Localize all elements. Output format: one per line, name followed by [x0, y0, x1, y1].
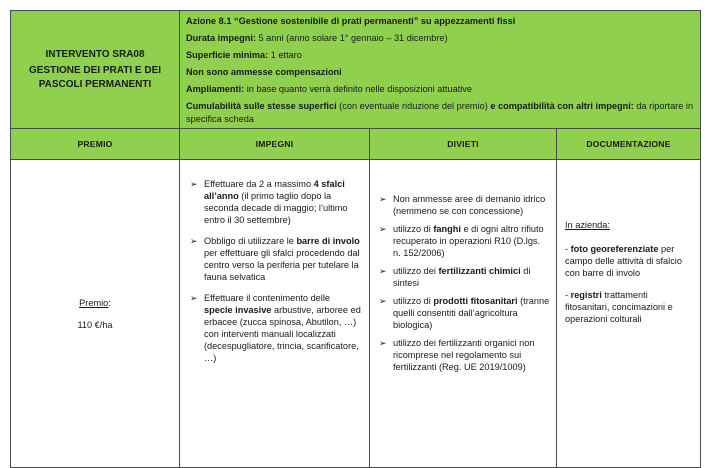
doc-item-photos: - foto georeferenziate per campo delle attività di sfalcio con barre di involo — [565, 244, 682, 278]
premio-cell — [11, 160, 180, 468]
arrow-bullet-icon: ➢ — [379, 224, 387, 234]
header-impegni: IMPEGNI — [180, 129, 370, 160]
list-item: ➢ Effettuare il contenimento delle specie invasive arbustive, arboree ed erbacee (zucca spinosa, Abutilon, …) con interventi manuali localizzati (decespugliatore, trincia, scarificatore, …) — [190, 293, 361, 363]
arrow-bullet-icon: ➢ — [379, 194, 387, 204]
expansions: Ampliamenti: in base quanto verrà definito nelle disposizioni attuative — [186, 84, 472, 94]
intervention-name-line1: GESTIONE DEI PRATI E DEI — [28, 64, 162, 76]
documentazione-cell — [557, 160, 701, 468]
list-item: ➢ Obbligo di utilizzare le barre di involo per effettuare gli sfalci procedendo dal centro verso la periferia per tutelare la fauna selvatica — [190, 236, 360, 282]
arrow-bullet-icon: ➢ — [190, 293, 198, 303]
arrow-bullet-icon: ➢ — [379, 338, 387, 348]
in-azienda-label: In azienda: — [565, 220, 610, 230]
list-item: ➢ Effettuare da 2 a massimo 4 sfalci all’anno (il primo taglio dopo la seconda decade di maggio; l’ultimo entro il 30 settembre) — [190, 179, 348, 225]
header-premio: PREMIO — [11, 129, 180, 160]
impegni-list — [186, 178, 361, 364]
cumulability: Cumulabilità sulle stesse superfici (con eventuale riduzione del premio) e compatibilità con altri impegni: da riportare in specifica scheda — [186, 101, 694, 124]
action-title: Azione 8.1 “Gestione sostenibile di prati permanenti” su appezzamenti fissi — [186, 16, 516, 26]
doc-item-registers: - registri trattamenti fitosanitari, concimazioni e operazioni colturali — [565, 290, 673, 324]
arrow-bullet-icon: ➢ — [379, 266, 387, 276]
list-item: ➢ utilizzo dei fertilizzanti chimici di sintesi — [379, 266, 531, 288]
arrow-bullet-icon: ➢ — [379, 296, 387, 306]
divieti-cell — [370, 160, 557, 468]
list-item: ➢ utilizzo di prodotti fitosanitari (tranne quelli consentiti dall’agricoltura biologica) — [379, 296, 550, 330]
premio-label: Premio: — [79, 297, 111, 308]
impegni-cell — [180, 160, 370, 468]
intervention-table — [10, 10, 700, 408]
action-details-cell — [180, 11, 701, 129]
intervention-name-line2: PASCOLI PERMANENTI — [38, 78, 152, 90]
compensations-note: Non sono ammesse compensazioni — [186, 67, 342, 77]
min-surface: Superficie minima: 1 ettaro — [186, 50, 302, 60]
duration: Durata impegni: 5 anni (anno solare 1° gennaio – 31 dicembre) — [186, 33, 448, 43]
arrow-bullet-icon: ➢ — [190, 179, 198, 189]
list-item: ➢ utilizzo dei fertilizzanti organici non ricomprese nel regolamento sui fertilizzanti (Reg. UE 2019/1009) — [379, 338, 535, 372]
premio-value: 110 €/ha — [77, 319, 113, 330]
header-documentazione: DOCUMENTAZIONE — [557, 129, 701, 160]
list-item: ➢ Non ammesse aree di demanio idrico (nemmeno se con concessione) — [379, 194, 546, 216]
list-item: ➢ utilizzo di fanghi e di ogni altro rifiuto recuperato in operazioni R10 (D.lgs. n. 152/2006) — [379, 224, 544, 258]
intervention-code: INTERVENTO SRA08 — [45, 48, 145, 60]
divieti-list — [375, 193, 550, 373]
header-divieti: DIVIETI — [370, 129, 557, 160]
intervention-title-cell — [11, 11, 180, 129]
arrow-bullet-icon: ➢ — [190, 236, 198, 246]
